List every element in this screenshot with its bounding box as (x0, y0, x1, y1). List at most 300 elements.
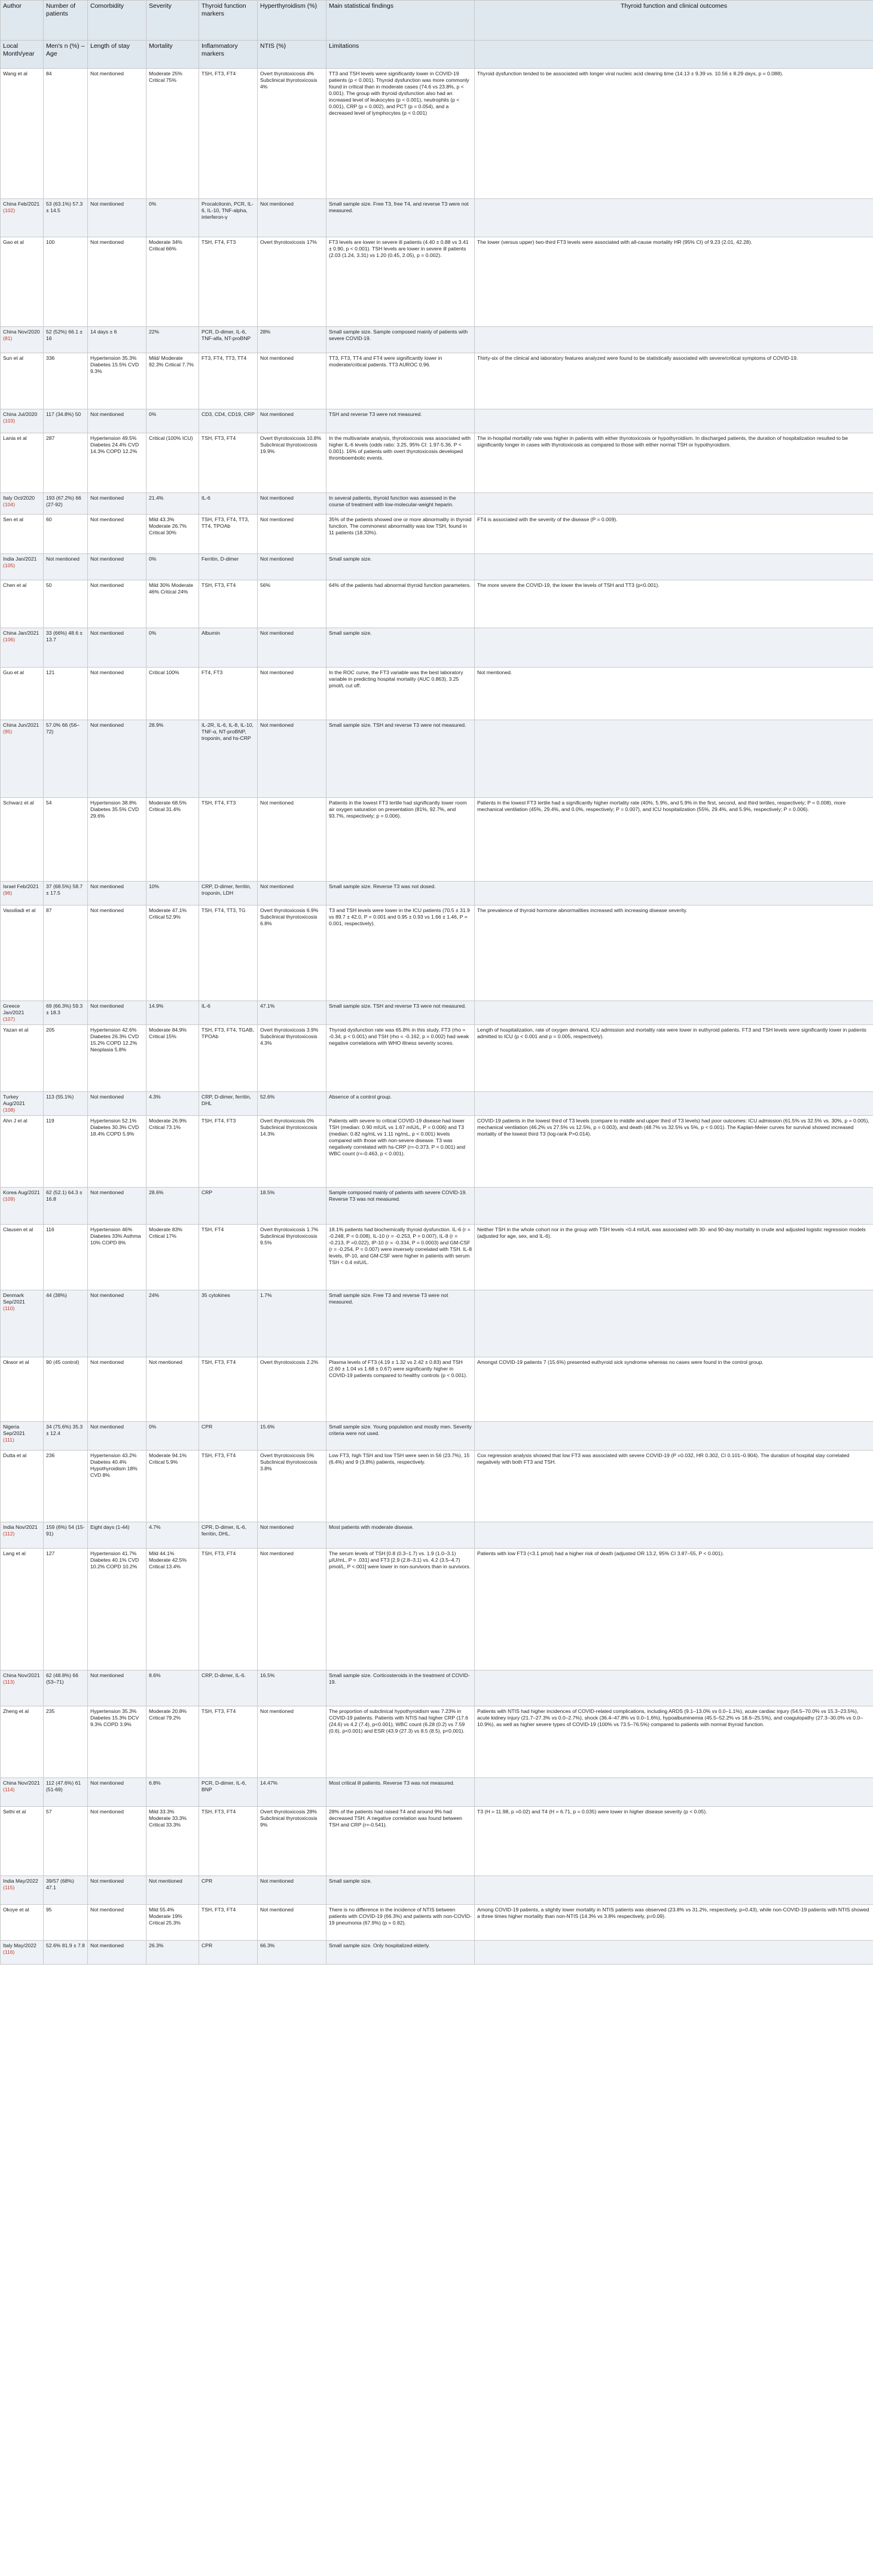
limitations-cell: Absence of a control group. (326, 1092, 475, 1116)
markers-cell: TSH, FT3, FT4 (199, 1706, 258, 1778)
severity-cell: Mild/ Moderate 92.3% Critical 7.7% (146, 353, 199, 409)
patients-cell: 235 (44, 1706, 88, 1778)
comorbidity-cell: Not mentioned (88, 580, 146, 628)
reference-link[interactable]: (103) (3, 418, 16, 424)
ntis-cell: Not mentioned (258, 1522, 326, 1549)
reference-link[interactable]: (111) (3, 1437, 14, 1443)
reference-link[interactable]: (108) (3, 1107, 16, 1113)
author-cell: Yazan et al (1, 1025, 44, 1092)
table-row (1, 1451, 873, 1522)
mortality-cell: 21.4% (146, 493, 199, 515)
empty-cell (475, 1671, 873, 1706)
inflammatory-cell: CPR, D-dimer, IL-6, ferritin, DHL. (199, 1522, 258, 1549)
length-of-stay-cell: Not mentioned (88, 1188, 146, 1225)
patients-cell: 127 (44, 1549, 88, 1671)
table-row (1, 628, 873, 668)
hyperthyroidism-cell: Overt thyrotoxicosis 28% Subclinical thyrotoxicosis 9% (258, 1807, 326, 1876)
limitations-cell: In several patients, thyroid function was assessed in the course of treatment with low-molecular-weight heparin. (326, 493, 475, 515)
table-row (1, 1225, 873, 1290)
location-date: Israel Feb/2021 (3, 883, 39, 889)
findings-cell: 64% of the patients had abnormal thyroid function parameters. (326, 580, 475, 628)
reference-link[interactable]: (110) (3, 1305, 15, 1311)
hyperthyroidism-cell: Overt thyrotoxicosis 1.7% Subclinical thyrotoxicosis 9.5% (258, 1225, 326, 1290)
severity-cell: Moderate 26.9% Critical 73.1% (146, 1116, 199, 1188)
inflammatory-cell: IL-6 (199, 493, 258, 515)
location-date: China Jan/2021 (3, 630, 39, 636)
inflammatory-cell: IL-6 (199, 1001, 258, 1025)
mortality-cell: 0% (146, 409, 199, 433)
author-cell: Clausen et al (1, 1225, 44, 1290)
limitations-cell: Small sample size. Only hospitalized elderly. (326, 1941, 475, 1965)
location-date-cell (1, 554, 44, 580)
mortality-cell: 22% (146, 327, 199, 353)
findings-cell: In the ROC curve, the FT3 variable was the best laboratory variable in predicting hospital mortality (AUC 0.863), 3.25 pmol/L cut off. (326, 668, 475, 720)
table-row (1, 493, 873, 515)
table-row (1, 668, 873, 720)
table-row (1, 353, 873, 409)
mortality-cell: 28.6% (146, 1188, 199, 1225)
markers-cell: TSH, FT3, FT4 (199, 1549, 258, 1671)
outcomes-cell: Among COVID-19 patients, a slightly lower mortality in NTIS patients was observed (23.8% vs 31.2%, respectively, p=0.43), while non-COVID-19 patients with NTIS showed a three times higher mortality than non-NTIS (14.3% vs 3.8% respectively, p=0.09). (475, 1905, 873, 1941)
outcomes-cell: COVID-19 patients in the lowest third of T3 levels (compare to middle and upper third of T3 levels) had poor outcomes: ICU admission (61.5% vs 32.5% vs. 30%, p = 0.005), mechanical ventilation (46.2% vs 27.5% vs 12.5%, p = 0.003), and death (48.7% vs 32.5% vs 5%, p < 0.001). The Kaplan-Meier curves for survival showed increased mortality of the lowest third T3 (log-rank P=0.014). (475, 1116, 873, 1188)
findings-cell: Thyroid dysfunction rate was 65.8% in this study. FT3 (rho = -0.34, p < 0.001) and TSH (rho = -0.162, p = 0.002) had weak negative correlations with WHO illness severity scores. (326, 1025, 475, 1092)
mortality-cell: 10% (146, 882, 199, 905)
men-age-cell: 117 (34.8%) 50 (44, 409, 88, 433)
mortality-cell: 4.7% (146, 1522, 199, 1549)
location-date-cell (1, 409, 44, 433)
ntis-cell: Not mentioned (258, 628, 326, 668)
table-row (1, 1092, 873, 1116)
length-of-stay-cell: Not mentioned (88, 1671, 146, 1706)
markers-cell: TSH, FT4, FT3 (199, 798, 258, 882)
limitations-cell: Small sample size. TSH and reverse T3 were not measured. (326, 1001, 475, 1025)
length-of-stay-cell: Not mentioned (88, 1876, 146, 1905)
hyperthyroidism-cell: Not mentioned (258, 1905, 326, 1941)
author-cell: Lang et al (1, 1549, 44, 1671)
findings-cell: In the multivariate analysis, thyrotoxicosis was associated with higher IL-6 levels (odds ratio: 3.25, 95% CI: 1.97-5.36, P < 0.001). 16% of patients with overt thyrotoxicosis developed thromboembolic events. (326, 433, 475, 493)
outcomes-cell: The more severe the COVID-19, the lower the levels of TSH and TT3 (p<0.001). (475, 580, 873, 628)
findings-cell: The serum levels of TSH [0.8 (0.3–1.7) vs. 1.9 (1.0–3.1) μIU/mL, P = .031] and FT3 [2.9 (2.8–3.1) vs. 4.2 (3.5–4.7) pmol/L, P <.001] were lower in non-survivors than in survivors. (326, 1549, 475, 1671)
reference-link[interactable]: (114) (3, 1786, 15, 1792)
findings-cell: Patients with severe to critical COVID-19 disease had lower TSH (median: 0.90 mIU/L vs 1.67 mIU/L, P = 0.006) and T3 (median: 0.82 ng/mL vs 1.11 ng/mL, p < 0.001) levels compared with those with non-severe disease. T3 was negatively correlated with hs-CRP (r=-0.373, P < 0.001) and WBC count (r=-0.463, p < 0.001). (326, 1116, 475, 1188)
men-age-cell: 44 (38%) (44, 1290, 88, 1357)
location-date: India Jan/2021 (3, 556, 37, 562)
mortality-cell: 8.6% (146, 1671, 199, 1706)
patients-cell: 205 (44, 1025, 88, 1092)
limitations-cell: Small sample size. Free T3, free T4, and reverse T3 were not measured. (326, 199, 475, 237)
outcomes-cell: Cox regression analysis showed that low FT3 was associated with severe COVID-19 (P =0.032, HR 0.302, CI 0.101–0.904). The duration of hospital stay correlated negatively with both FT3 and TSH. (475, 1451, 873, 1522)
markers-cell: TSH, FT3, FT4 (199, 1357, 258, 1422)
reference-link[interactable]: (104) (3, 501, 16, 507)
header-blank (475, 41, 873, 69)
hyperthyroidism-cell: Not mentioned (258, 1549, 326, 1671)
findings-cell: The proportion of subclinical hypothyroidism was 7.23% in COVID-19 patients. Patients with NTIS had higher CRP (17.6 (24.6) vs 4.2 (7.4), p<0.001), WBC count (6.28 (0.2) vs 7.59 (0.6), p<0.001) and ESR (43.9 (27.3) vs 8.5 (8.5), p<0.001). (326, 1706, 475, 1778)
ntis-cell: Not mentioned (258, 1876, 326, 1905)
mortality-cell: 28.9% (146, 720, 199, 798)
ntis-cell: Not mentioned (258, 493, 326, 515)
table-row (1, 409, 873, 433)
severity-cell: Mild 44.1% Moderate 42.5% Critical 13.4% (146, 1549, 199, 1671)
author-cell: Chen et al (1, 580, 44, 628)
author-cell: Okoye et al (1, 1905, 44, 1941)
men-age-cell: 112 (47.6%) 61 (51-69) (44, 1778, 88, 1807)
severity-cell: Moderate 47.1% Critical 52.9% (146, 905, 199, 1001)
inflammatory-cell: Ferritin, D-dimer (199, 554, 258, 580)
men-age-cell: 34 (75.6%) 35.3 ± 12.4 (44, 1422, 88, 1451)
hyperthyroidism-cell: Not mentioned (258, 668, 326, 720)
empty-cell (475, 493, 873, 515)
severity-cell: Critical 100% (146, 668, 199, 720)
length-of-stay-cell: Not mentioned (88, 1941, 146, 1965)
table-row (1, 1001, 873, 1025)
men-age-cell: 52 (52%) 66.1 ± 16 (44, 327, 88, 353)
header-thyroid-markers: Thyroid function markers (199, 1, 258, 41)
severity-cell: Not mentioned (146, 1357, 199, 1422)
men-age-cell: 37 (68.5%) 58.7 ± 17.5 (44, 882, 88, 905)
length-of-stay-cell: Not mentioned (88, 1290, 146, 1357)
patients-cell: 60 (44, 515, 88, 554)
hyperthyroidism-cell: Overt thyrotoxicosis 5% Subclinical thyrotoxicosis 3.8% (258, 1451, 326, 1522)
outcomes-cell: Neither TSH in the whole cohort nor in the group with TSH levels <0.4 mIU/L was associated with 30- and 90-day mortality in crude and adjusted logistic regression models (adjusted for age, sex, and IL-6). (475, 1225, 873, 1290)
table-row (1, 1905, 873, 1941)
inflammatory-cell: CRP, D-dimer, IL-6. (199, 1671, 258, 1706)
ntis-cell: Not mentioned (258, 882, 326, 905)
severity-cell: Mild 55.4% Moderate 19% Critical 25.3% (146, 1905, 199, 1941)
location-date: Italy Oct/2020 (3, 495, 35, 501)
markers-cell: FT3, FT4, TT3, TT4 (199, 353, 258, 409)
header-row-secondary (1, 41, 873, 69)
mortality-cell: 0% (146, 554, 199, 580)
severity-cell: Critical (100% ICU) (146, 433, 199, 493)
reference-link[interactable]: (116) (3, 1949, 15, 1955)
table-row (1, 1778, 873, 1807)
inflammatory-cell: CD3, CD4, CD19, CRP (199, 409, 258, 433)
comorbidity-cell: Hypertension 42.6% Diabetes 26.3% CVD 15.2% COPD 12.2% Neoplasia 5.8% (88, 1025, 146, 1092)
patients-cell: 336 (44, 353, 88, 409)
header-ntis: NTIS (%) (258, 41, 326, 69)
outcomes-cell: Thyroid dysfunction tended to be associated with longer viral nucleic acid clearing time (14.13 ± 9.39 vs. 10.56 ± 8.29 days, p = 0.088). (475, 69, 873, 199)
empty-cell (475, 1778, 873, 1807)
header-patients: Number of patients (44, 1, 88, 41)
length-of-stay-cell: 14 days ± 6 (88, 327, 146, 353)
header-local-month-year: Local Month/year (1, 41, 44, 69)
table-row (1, 433, 873, 493)
table-row (1, 798, 873, 882)
severity-cell: Moderate 94.1% Critical 5.9% (146, 1451, 199, 1522)
outcomes-cell: The in-hospital mortality rate was higher in patients with either thyrotoxicosis or hypothyroidism. In discharged patients, the duration of hospitalization resulted to be significantly longer in cases with thyrotoxicosis as compared to those with either normal TSH or hypothyroidism. (475, 433, 873, 493)
author-cell: Sun et al (1, 353, 44, 409)
inflammatory-cell: CRP (199, 1188, 258, 1225)
patients-cell: 54 (44, 798, 88, 882)
empty-cell (475, 720, 873, 798)
table-row (1, 237, 873, 327)
length-of-stay-cell: Not mentioned (88, 1092, 146, 1116)
comorbidity-cell: Hypertension 43.2% Diabetes 40.4% Hypothyroidism 18% CVD 8% (88, 1451, 146, 1522)
inflammatory-cell: CPR (199, 1941, 258, 1965)
location-date-cell (1, 1092, 44, 1116)
limitations-cell: Small sample size. (326, 554, 475, 580)
ntis-cell: 28% (258, 327, 326, 353)
table-row (1, 554, 873, 580)
table-row (1, 199, 873, 237)
reference-link[interactable]: (81) (3, 335, 13, 341)
outcomes-cell: Not mentioned. (475, 668, 873, 720)
reference-link[interactable]: (96) (3, 890, 13, 896)
header-author: Author (1, 1, 44, 41)
location-date-cell (1, 199, 44, 237)
empty-cell (475, 1290, 873, 1357)
comorbidity-cell: Hypertension 46% Diabetes 33% Asthma 10% COPD 8% (88, 1225, 146, 1290)
mortality-cell: 14.9% (146, 1001, 199, 1025)
outcomes-cell: Patients with NTIS had higher incidences of COVID-related complications, including ARDS (9.1–13.0% vs 0.0–1.1%), acute cardiac injury (54.5–70.0% vs 15.3–23.5%), acute kidney injury (21.7–27.3% vs 0.0–2.7%), shock (36.4–47.8% vs 0.0–1.6%), hypoalbuminemia (45.5–52.2% vs 18.6–25.5%), and coagulopathy (27.3–30.0% vs 0.0–10.9%), as well as higher severe types of COVID-19 (100% vs 73.5–76.5%) compared to patients with normal thyroid function. (475, 1706, 873, 1778)
table-row (1, 1522, 873, 1549)
location-date: India May/2022 (3, 1878, 38, 1884)
author-cell: Gao et al (1, 237, 44, 327)
location-date-cell (1, 628, 44, 668)
location-date: Italy May/2022 (3, 1942, 36, 1948)
outcomes-cell: The prevalence of thyroid hormone abnormalities increased with increasing disease severity. (475, 905, 873, 1001)
limitations-cell: Small sample size. Corticosteroids in the treatment of COVID-19. (326, 1671, 475, 1706)
location-date: India Nov/2021 (3, 1524, 38, 1530)
location-date-cell (1, 493, 44, 515)
men-age-cell: 39/57 (68%) 47.1 (44, 1876, 88, 1905)
author-cell: Lania et al (1, 433, 44, 493)
hyperthyroidism-cell: Not mentioned (258, 353, 326, 409)
patients-cell: 57 (44, 1807, 88, 1876)
empty-cell (475, 628, 873, 668)
table-row (1, 1188, 873, 1225)
comorbidity-cell: Hypertension 49.5% Diabetes 24.4% CVD 14.3% COPD 12.2% (88, 433, 146, 493)
limitations-cell: Small sample size. (326, 628, 475, 668)
patients-cell: 116 (44, 1225, 88, 1290)
location-date-cell (1, 327, 44, 353)
patients-cell: 95 (44, 1905, 88, 1941)
findings-cell: Plasma levels of FT3 (4.19 ± 1.32 vs 2.42 ± 0.83) and TSH (2.60 ± 1.04 vs 1.68 ± 0.67) were significantly higher in COVID-19 patients compared to healthy controls (p < 0.001). (326, 1357, 475, 1422)
inflammatory-cell: CPR (199, 1876, 258, 1905)
mortality-cell: 0% (146, 628, 199, 668)
inflammatory-cell: PCR, D-dimer, IL-6, TNF-alfa, NT-proBNP (199, 327, 258, 353)
patients-cell: 84 (44, 69, 88, 199)
outcomes-cell: T3 (H = 11.98, p =0.02) and T4 (H = 6.71, p = 0.035) were lower in higher disease severity (p < 0.05). (475, 1807, 873, 1876)
men-age-cell: 62 (48.8%) 66 (53–71) (44, 1671, 88, 1706)
location-date-cell (1, 1522, 44, 1549)
markers-cell: TSH, FT3, FT4 (199, 1905, 258, 1941)
empty-cell (475, 1188, 873, 1225)
ntis-cell: 52.6% (258, 1092, 326, 1116)
markers-cell: TSH, FT3, FT4 (199, 580, 258, 628)
location-date: Korea Aug/2021 (3, 1189, 40, 1195)
markers-cell: TSH, FT4, FT3 (199, 237, 258, 327)
location-date-cell (1, 1422, 44, 1451)
location-date: China Feb/2021 (3, 201, 40, 207)
inflammatory-cell: CRP, D-dimer, ferritin, troponin, LDH (199, 882, 258, 905)
patients-cell: 287 (44, 433, 88, 493)
mortality-cell: Not mentioned (146, 1876, 199, 1905)
limitations-cell: TSH and reverse T3 were not measured. (326, 409, 475, 433)
hyperthyroidism-cell: Not mentioned (258, 798, 326, 882)
severity-cell: Mild 30% Moderate 46% Critical 24% (146, 580, 199, 628)
markers-cell: TSH, FT4, TT3, TG (199, 905, 258, 1001)
men-age-cell: 53 (63.1%) 57.3 ± 14.5 (44, 199, 88, 237)
header-mens-age: Men's n (%) – Age (44, 41, 88, 69)
header-row-primary (1, 1, 873, 41)
patients-cell: 87 (44, 905, 88, 1001)
reference-link[interactable]: (107) (3, 1016, 16, 1022)
ntis-cell: Not mentioned (258, 720, 326, 798)
reference-link[interactable]: (105) (3, 562, 16, 568)
limitations-cell: Small sample size. Young population and mostly men. Severity criteria were not used. (326, 1422, 475, 1451)
empty-cell (475, 327, 873, 353)
header-statistical-findings: Main statistical findings (326, 1, 475, 41)
mortality-cell: 4.3% (146, 1092, 199, 1116)
table-row (1, 1941, 873, 1965)
markers-cell: TSH, FT3, FT4 (199, 1451, 258, 1522)
men-age-cell: 62 (52.1) 64.3 ± 16.8 (44, 1188, 88, 1225)
table-row (1, 515, 873, 554)
comorbidity-cell: Not mentioned (88, 1905, 146, 1941)
findings-cell: Low FT3, high TSH and low TSH were seen in 56 (23.7%), 15 (6.4%) and 9 (3.8%) patients, respectively. (326, 1451, 475, 1522)
empty-cell (475, 199, 873, 237)
hyperthyroidism-cell: Overt thyrotoxicosis 4% Subclinical thyrotoxicosis 4% (258, 69, 326, 199)
author-cell: Guo et al (1, 668, 44, 720)
limitations-cell: Small sample size. TSH and reverse T3 were not measured. (326, 720, 475, 798)
empty-cell (475, 1876, 873, 1905)
men-age-cell: 57.0% 66 (56–72) (44, 720, 88, 798)
limitations-cell: Sample composed mainly of patients with severe COVID-19. Reverse T3 was not measured. (326, 1188, 475, 1225)
severity-cell: Moderate 83% Critical 17% (146, 1225, 199, 1290)
inflammatory-cell: 35 cytokines (199, 1290, 258, 1357)
location-date: Denmark Sep/2021 (3, 1292, 25, 1305)
location-date: China Nov/2020 (3, 329, 40, 335)
inflammatory-cell: Albumin (199, 628, 258, 668)
author-cell: Sen et al (1, 515, 44, 554)
table-row (1, 1116, 873, 1188)
patients-cell: 119 (44, 1116, 88, 1188)
outcomes-cell: Patients with low FT3 (<3.1 pmol) had a higher risk of death (adjusted OR 13.2, 95% CI 3.87–55, P < 0.001). (475, 1549, 873, 1671)
empty-cell (475, 1422, 873, 1451)
author-cell: Wang et al (1, 69, 44, 199)
reference-link[interactable]: (106) (3, 637, 16, 643)
outcomes-cell: FT4 is associated with the severity of the disease (P = 0.009). (475, 515, 873, 554)
findings-cell: T3 and TSH levels were lower in the ICU patients (70.5 ± 31.9 vs 89.7 ± 42.0, P = 0.001 and 0.95 ± 0.93 vs 1.66 ± 1.46, P = 0.001, respectively). (326, 905, 475, 1001)
location-date-cell (1, 720, 44, 798)
location-date: Turkey Aug/2021 (3, 1094, 25, 1106)
table-row (1, 1807, 873, 1876)
reference-link[interactable]: (115) (3, 1884, 15, 1890)
empty-cell (475, 882, 873, 905)
inflammatory-cell: CPR (199, 1422, 258, 1451)
table-row (1, 580, 873, 628)
table-row (1, 1876, 873, 1905)
ntis-cell: 18.5% (258, 1188, 326, 1225)
reference-link[interactable]: (95) (3, 729, 13, 735)
reference-link[interactable]: (109) (3, 1196, 16, 1202)
severity-cell: Moderate 84.9% Critical 15% (146, 1025, 199, 1092)
table-row (1, 1706, 873, 1778)
reference-link[interactable]: (113) (3, 1679, 15, 1685)
empty-cell (475, 409, 873, 433)
empty-cell (475, 1001, 873, 1025)
location-date-cell (1, 1941, 44, 1965)
limitations-cell: Most patients with moderate disease. (326, 1522, 475, 1549)
men-age-cell: Not mentioned (44, 554, 88, 580)
location-date-cell (1, 1001, 44, 1025)
ntis-cell: 47.1% (258, 1001, 326, 1025)
table-row (1, 1357, 873, 1422)
location-date-cell (1, 1290, 44, 1357)
table-row (1, 1290, 873, 1357)
hyperthyroidism-cell: Overt thyrotoxicosis 2.2% (258, 1357, 326, 1422)
markers-cell: TSH, FT3, FT4, TGAB, TPOAb (199, 1025, 258, 1092)
markers-cell: TSH, FT3, FT4 (199, 433, 258, 493)
comorbidity-cell: Not mentioned (88, 69, 146, 199)
patients-cell: 100 (44, 237, 88, 327)
table-row (1, 720, 873, 798)
length-of-stay-cell: Not mentioned (88, 554, 146, 580)
location-date: China Nov/2021 (3, 1672, 40, 1678)
location-date-cell (1, 1188, 44, 1225)
reference-link[interactable]: (102) (3, 207, 16, 213)
mortality-cell: 24% (146, 1290, 199, 1357)
ntis-cell: Not mentioned (258, 554, 326, 580)
ntis-cell: 1.7% (258, 1290, 326, 1357)
findings-cell: FT3 levels are lower in severe ill patients (4.40 ± 0.88 vs 3.41 ± 0.90, p < 0.001). TSH levels are lower in severe ill patients (2.03 (1.24, 3.31) vs 1.20 (0.45, 2.05), p = 0.002). (326, 237, 475, 327)
inflammatory-cell: CRP, D-dimer, ferritin, DHL (199, 1092, 258, 1116)
patients-cell: 50 (44, 580, 88, 628)
author-cell: Okwor et al (1, 1357, 44, 1422)
hyperthyroidism-cell: Not mentioned (258, 1706, 326, 1778)
findings-cell: Patients in the lowest FT3 tertile had significantly lower room air oxygen saturation on presentation (81%, 92.7%, and 93.7%, respectively; p = 0.006). (326, 798, 475, 882)
table-row (1, 1025, 873, 1092)
length-of-stay-cell: Not mentioned (88, 1001, 146, 1025)
location-date: Greece Jan/2021 (3, 1003, 25, 1015)
men-age-cell: 159 (6%) 54 (15-91) (44, 1522, 88, 1549)
comorbidity-cell: Hypertension 35.3% Diabetes 15.3% DCV 9.3% COPD 3.9% (88, 1706, 146, 1778)
location-date: China Nov/2021 (3, 1780, 40, 1786)
inflammatory-cell: IL-2R, IL-6, IL-8, IL-10, TNF-α, NT-proBNP, troponin, and hs-CRP (199, 720, 258, 798)
header-clinical-outcomes: Thyroid function and clinical outcomes (475, 1, 873, 41)
length-of-stay-cell: Not mentioned (88, 493, 146, 515)
empty-cell (475, 554, 873, 580)
length-of-stay-cell: Not mentioned (88, 1778, 146, 1807)
limitations-cell: Small sample size. (326, 1876, 475, 1905)
markers-cell: TSH, FT4, FT3 (199, 1116, 258, 1188)
reference-link[interactable]: (112) (3, 1531, 15, 1537)
patients-cell: 236 (44, 1451, 88, 1522)
author-cell: Vassiliadi et al (1, 905, 44, 1001)
table-row (1, 882, 873, 905)
location-date: China Jun/2021 (3, 722, 39, 728)
table-row (1, 905, 873, 1001)
empty-cell (475, 1092, 873, 1116)
men-age-cell: 69 (66.3%) 59.3 ± 18.3 (44, 1001, 88, 1025)
comorbidity-cell: Not mentioned (88, 515, 146, 554)
outcomes-cell: Amongst COVID-19 patients 7 (15.6%) presented euthyroid sick syndrome whereas no cases were found in the control group. (475, 1357, 873, 1422)
header-inflammatory-markers: Inflammatory markers (199, 41, 258, 69)
hyperthyroidism-cell: 56% (258, 580, 326, 628)
header-severity: Severity (146, 1, 199, 41)
severity-cell: Mild 33.3% Moderate 33.3% Critical 33.3% (146, 1807, 199, 1876)
length-of-stay-cell: Not mentioned (88, 720, 146, 798)
patients-cell: 121 (44, 668, 88, 720)
author-cell: Zheng et al (1, 1706, 44, 1778)
severity-cell: Moderate 68.5% Critical 31.4% (146, 798, 199, 882)
findings-cell: TT3 and TSH levels were significantly lower in COVID-19 patients (p < 0.001). Thyroid dysfunction was more commonly found in critical than in moderate cases (74.6 vs 23.8%, p < 0.001). The group with thyroid dysfunction also had an increased level of leukocytes (p < 0.001), neutrophils (p < 0.001), CRP (p = 0.002), and PCT (p = 0.054), and a decreased level of lymphocytes (p < 0.001) (326, 69, 475, 199)
table-row (1, 69, 873, 199)
hyperthyroidism-cell: Overt thyrotoxicosis 0% Subclinical thyrotoxicosis 14.3% (258, 1116, 326, 1188)
location-date-cell (1, 1778, 44, 1807)
ntis-cell: 15.6% (258, 1422, 326, 1451)
